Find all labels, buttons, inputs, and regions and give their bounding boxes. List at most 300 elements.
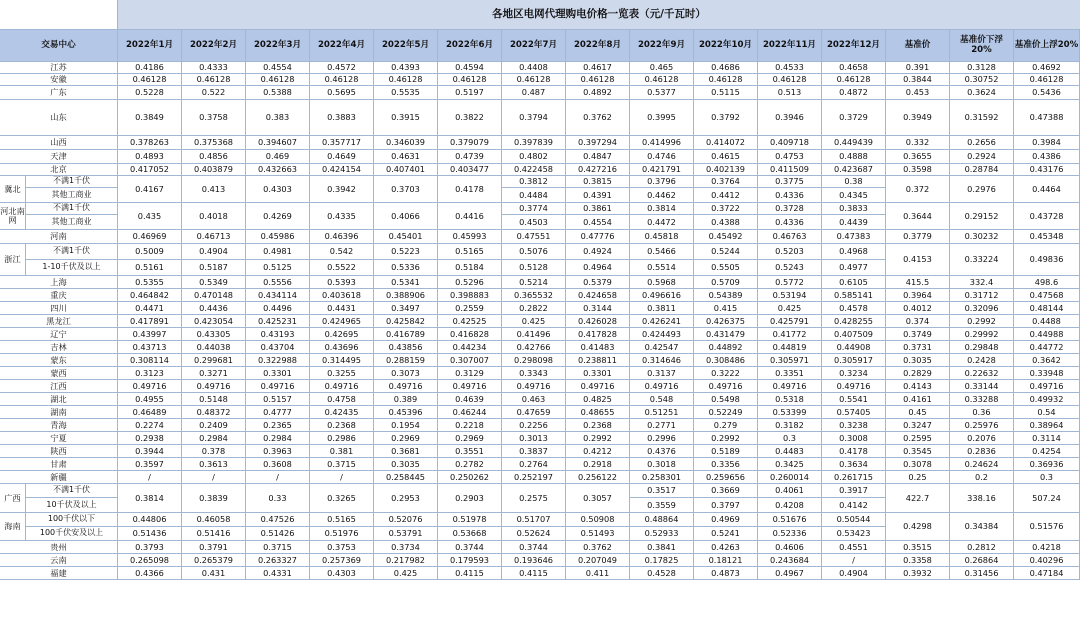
row-month-value: 0.38 (822, 176, 886, 188)
row-region: 河南 (0, 230, 118, 244)
row-month-value: 0.3814 (118, 484, 182, 513)
row-base-price: 0.3655 (886, 150, 950, 164)
row-month-value: 0.4977 (822, 260, 886, 276)
row-down-20: 0.25976 (950, 419, 1014, 432)
row-month-value: 0.3715 (310, 458, 374, 471)
row-month-value: 0.3255 (310, 367, 374, 380)
row-region: 青海 (0, 419, 118, 432)
row-month-value: 0.257369 (310, 554, 374, 567)
row-month-value: 0.5189 (694, 445, 758, 458)
row-base-price: 0.391 (886, 62, 950, 74)
row-month-value: 0.428255 (822, 315, 886, 328)
row-month-value: 0.44806 (118, 513, 182, 527)
row-month-value: 0.45396 (374, 406, 438, 419)
row-region: 辽宁 (0, 328, 118, 341)
row-month-value: 0.4572 (310, 62, 374, 74)
row-month-value: 0.4873 (694, 567, 758, 580)
row-month-value: 0.3551 (438, 445, 502, 458)
row-month-value: 0.434114 (246, 289, 310, 302)
row-month-value: 0.5243 (758, 260, 822, 276)
row-month-value: 0.3812 (502, 176, 566, 188)
subgroup-label: 10千伏及以上 (26, 498, 118, 513)
row-up-20: 0.51576 (1014, 513, 1080, 541)
row-month-value: 0.378263 (118, 136, 182, 150)
row-month-value: 0.425 (758, 302, 822, 315)
row-month-value: 0.5341 (374, 276, 438, 289)
row-down-20: 0.32096 (950, 302, 1014, 315)
row-month-value: 0.4018 (182, 203, 246, 230)
row-month-value: 0.3634 (822, 458, 886, 471)
row-base-price: 0.332 (886, 136, 950, 150)
row-down-20: 0.33288 (950, 393, 1014, 406)
row-month-value: 0.53423 (822, 527, 886, 541)
row-down-20: 0.30752 (950, 74, 1014, 86)
row-month-value: 0.4533 (758, 62, 822, 74)
row-month-value: 0.5115 (694, 86, 758, 100)
row-month-value: 0.42547 (630, 341, 694, 354)
group-region: 浙江 (0, 244, 26, 276)
row-month-value: 0.4904 (182, 244, 246, 260)
row-down-20: 0.31592 (950, 100, 1014, 136)
row-up-20: 0.3114 (1014, 432, 1080, 445)
row-month-value: 0.415 (694, 302, 758, 315)
subgroup-label: 其他工商业 (26, 188, 118, 203)
row-month-value: 0.2992 (694, 432, 758, 445)
row-region: 上海 (0, 276, 118, 289)
row-base-price: 0.3644 (886, 203, 950, 230)
row-region: 江西 (0, 380, 118, 393)
row-region: 重庆 (0, 289, 118, 302)
row-month-value: 0.307007 (438, 354, 502, 367)
row-up-20: 0.44772 (1014, 341, 1080, 354)
row-month-value: 0.3944 (118, 445, 182, 458)
row-month-value: 0.3013 (502, 432, 566, 445)
row-month-value: 0.4888 (822, 150, 886, 164)
row-month-value: 0.4408 (502, 62, 566, 74)
row-month-value: 0.411 (566, 567, 630, 580)
row-month-value: 0.5187 (182, 260, 246, 276)
row-month-value: 0.3234 (822, 367, 886, 380)
row-month-value: 0.4856 (182, 150, 246, 164)
row-month-value: 0.4892 (566, 86, 630, 100)
row-down-20: 0.33224 (950, 244, 1014, 276)
row-month-value: 0.585141 (822, 289, 886, 302)
row-month-value: 0.4345 (822, 188, 886, 203)
row-month-value: 0.4471 (118, 302, 182, 315)
row-month-value: 0.41496 (502, 328, 566, 341)
subgroup-label: 不满1千伏 (26, 203, 118, 215)
row-down-20: 0.31712 (950, 289, 1014, 302)
row-month-value: 0.4968 (822, 244, 886, 260)
row-month-value: 0.414996 (630, 136, 694, 150)
row-month-value: 0.4578 (822, 302, 886, 315)
row-month-value: 0.322988 (246, 354, 310, 367)
row-month-value: 0.5076 (502, 244, 566, 260)
row-month-value: 0.4303 (246, 176, 310, 203)
row-month-value: 0.265098 (118, 554, 182, 567)
row-month-value: 0.46489 (118, 406, 182, 419)
row-region: 江苏 (0, 62, 118, 74)
row-up-20: 0.4692 (1014, 62, 1080, 74)
row-month-value: 0.42695 (310, 328, 374, 341)
row-month-value: 0.49716 (694, 380, 758, 393)
row-month-value: 0.5514 (630, 260, 694, 276)
row-month-value: 0.50544 (822, 513, 886, 527)
row-month-value: 0.308114 (118, 354, 182, 367)
row-up-20: 0.40296 (1014, 554, 1080, 567)
row-month-value: 0.3744 (438, 541, 502, 554)
row-month-value: 0.4904 (822, 567, 886, 580)
row-month-value: 0.417828 (566, 328, 630, 341)
row-up-20: 0.3984 (1014, 136, 1080, 150)
row-region: 蒙东 (0, 354, 118, 367)
row-month-value: 0.51976 (310, 527, 374, 541)
header-month: 2022年6月 (438, 30, 502, 62)
row-month-value: 0.252197 (502, 471, 566, 484)
row-month-value: 0.288159 (374, 354, 438, 367)
row-down-20: 0.36 (950, 406, 1014, 419)
row-region: 天津 (0, 150, 118, 164)
row-base-price: 0.374 (886, 315, 950, 328)
row-month-value: 0.425231 (246, 315, 310, 328)
row-month-value: 0.5161 (118, 260, 182, 276)
row-month-value: 0.5522 (310, 260, 374, 276)
row-base-price: 0.2829 (886, 367, 950, 380)
row-month-value: 0.4412 (694, 188, 758, 203)
row-month-value: 0.3 (758, 432, 822, 445)
row-month-value: 0.3814 (630, 203, 694, 215)
row-month-value: 0.3301 (246, 367, 310, 380)
row-month-value: 0.4606 (758, 541, 822, 554)
row-up-20: 507.24 (1014, 484, 1080, 513)
row-month-value: 0.43704 (246, 341, 310, 354)
row-month-value: 0.260014 (758, 471, 822, 484)
row-base-price: 0.3731 (886, 341, 950, 354)
row-month-value: 0.299681 (182, 354, 246, 367)
header-month: 2022年8月 (566, 30, 630, 62)
row-month-value: 0.2368 (566, 419, 630, 432)
row-month-value: 0.4416 (438, 203, 502, 230)
row-month-value: 0.49716 (566, 380, 630, 393)
row-up-20: 0.38964 (1014, 419, 1080, 432)
row-up-20: 0.47184 (1014, 567, 1080, 580)
row-up-20: 0.5436 (1014, 86, 1080, 100)
row-month-value: 0.3715 (246, 541, 310, 554)
row-month-value: 0.43305 (182, 328, 246, 341)
row-region: 安徽 (0, 74, 118, 86)
row-month-value: 0.4739 (438, 150, 502, 164)
row-month-value: 0.217982 (374, 554, 438, 567)
row-down-20: 0.29848 (950, 341, 1014, 354)
row-month-value: 0.51436 (118, 527, 182, 541)
row-month-value: 0.4335 (310, 203, 374, 230)
row-month-value: 0.346039 (374, 136, 438, 150)
row-month-value: 0.43696 (310, 341, 374, 354)
row-month-value: 0.5379 (566, 276, 630, 289)
row-month-value: 0.3764 (694, 176, 758, 188)
row-month-value: 0.3608 (246, 458, 310, 471)
row-month-value: 0.3796 (630, 176, 694, 188)
row-up-20: 0.4218 (1014, 541, 1080, 554)
row-month-value: 0.44819 (758, 341, 822, 354)
row-month-value: 0.2986 (310, 432, 374, 445)
row-month-value: 0.46244 (438, 406, 502, 419)
row-month-value: 0.279 (694, 419, 758, 432)
row-down-20: 0.2428 (950, 354, 1014, 367)
row-month-value: 0.51426 (246, 527, 310, 541)
row-month-value: 0.46128 (566, 74, 630, 86)
row-month-value: 0.513 (758, 86, 822, 100)
row-month-value: 0.46128 (822, 74, 886, 86)
row-up-20: 0.45348 (1014, 230, 1080, 244)
row-month-value: 0.4594 (438, 62, 502, 74)
row-month-value: 0.3425 (758, 458, 822, 471)
row-month-value: 0.3793 (118, 541, 182, 554)
row-down-20: 0.28784 (950, 164, 1014, 176)
header-month: 2022年1月 (118, 30, 182, 62)
header-month: 2022年3月 (246, 30, 310, 62)
row-base-price: 0.3964 (886, 289, 950, 302)
row-up-20: 0.4254 (1014, 445, 1080, 458)
row-month-value: 0.2903 (438, 484, 502, 513)
row-month-value: 0.43713 (118, 341, 182, 354)
row-month-value: 0.2559 (438, 302, 502, 315)
row-region: 黑龙江 (0, 315, 118, 328)
row-month-value: 0.6105 (822, 276, 886, 289)
row-month-value: 0.403618 (310, 289, 374, 302)
row-month-value: 0.496616 (630, 289, 694, 302)
row-month-value: 0.397839 (502, 136, 566, 150)
row-month-value: 0.3762 (566, 541, 630, 554)
row-month-value: 0.263327 (246, 554, 310, 567)
row-down-20: 0.29992 (950, 328, 1014, 341)
row-month-value: 0.3883 (310, 100, 374, 136)
row-month-value: 0.2918 (566, 458, 630, 471)
row-region: 湖北 (0, 393, 118, 406)
row-region: 山西 (0, 136, 118, 150)
row-month-value: 0.4115 (502, 567, 566, 580)
row-month-value: 0.2218 (438, 419, 502, 432)
row-month-value: 0.357717 (310, 136, 374, 150)
row-month-value: 0.53194 (758, 289, 822, 302)
row-month-value: 0.5165 (310, 513, 374, 527)
row-month-value: 0.4336 (758, 188, 822, 203)
header-month: 2022年2月 (182, 30, 246, 62)
row-month-value: 0.465 (630, 62, 694, 74)
row-month-value: 0.44038 (182, 341, 246, 354)
row-month-value: 0.46128 (630, 74, 694, 86)
row-up-20: 0.4386 (1014, 150, 1080, 164)
row-month-value: 0.3792 (694, 100, 758, 136)
row-month-value: 0.261715 (822, 471, 886, 484)
row-up-20: 0.3 (1014, 471, 1080, 484)
header-month: 2022年10月 (694, 30, 758, 62)
row-month-value: 0.4496 (246, 302, 310, 315)
row-month-value: 0.258445 (374, 471, 438, 484)
row-month-value: 0.5165 (438, 244, 502, 260)
row-month-value: 0.3942 (310, 176, 374, 203)
row-up-20: 0.47388 (1014, 100, 1080, 136)
row-month-value: 0.394607 (246, 136, 310, 150)
row-month-value: 0.4366 (118, 567, 182, 580)
row-month-value: 0.48655 (566, 406, 630, 419)
row-month-value: 0.4186 (118, 62, 182, 74)
row-month-value: 0.424493 (630, 328, 694, 341)
row-month-value: 0.431 (182, 567, 246, 580)
row-month-value: 0.413 (182, 176, 246, 203)
row-month-value: 0.378 (182, 445, 246, 458)
row-month-value: 0.4924 (566, 244, 630, 260)
row-month-value: 0.4142 (822, 498, 886, 513)
row-month-value: 0.5388 (246, 86, 310, 100)
row-month-value: 0.487 (502, 86, 566, 100)
row-month-value: 0.3222 (694, 367, 758, 380)
row-region: 吉林 (0, 341, 118, 354)
row-month-value: 0.49716 (310, 380, 374, 393)
row-month-value: 0.4825 (566, 393, 630, 406)
row-month-value: 0.4639 (438, 393, 502, 406)
row-month-value: 0.49716 (246, 380, 310, 393)
row-month-value: 0.4847 (566, 150, 630, 164)
row-month-value: 0.3703 (374, 176, 438, 203)
row-month-value: 0.4439 (822, 215, 886, 230)
row-month-value: 0.4303 (310, 567, 374, 580)
row-month-value: 0.258301 (630, 471, 694, 484)
row-month-value: 0.403879 (182, 164, 246, 176)
row-month-value: 0.3681 (374, 445, 438, 458)
row-month-value: 0.548 (630, 393, 694, 406)
row-down-20: 0.24624 (950, 458, 1014, 471)
row-month-value: 0.3517 (630, 484, 694, 498)
row-base-price: 0.4143 (886, 380, 950, 393)
row-month-value: 0.4115 (438, 567, 502, 580)
row-month-value: 0.46128 (694, 74, 758, 86)
row-up-20: 498.6 (1014, 276, 1080, 289)
row-region: 新疆 (0, 471, 118, 484)
row-region: 云南 (0, 554, 118, 567)
row-month-value: 0.53399 (758, 406, 822, 419)
row-month-value: 0.2782 (438, 458, 502, 471)
row-month-value: 0.3861 (566, 203, 630, 215)
row-month-value: 0.51416 (182, 527, 246, 541)
row-down-20: 0.2992 (950, 315, 1014, 328)
row-month-value: 0.424154 (310, 164, 374, 176)
row-month-value: 0.308486 (694, 354, 758, 367)
header-month: 2022年11月 (758, 30, 822, 62)
row-month-value: 0.4066 (374, 203, 438, 230)
row-month-value: 0.414072 (694, 136, 758, 150)
row-month-value: 0.47526 (246, 513, 310, 527)
row-down-20: 0.2836 (950, 445, 1014, 458)
row-month-value: 0.3758 (182, 100, 246, 136)
row-month-value: 0.3497 (374, 302, 438, 315)
row-month-value: 0.4393 (374, 62, 438, 74)
subgroup-label: 其他工商业 (26, 215, 118, 230)
row-month-value: 0.3734 (374, 541, 438, 554)
row-month-value: 0.426028 (566, 315, 630, 328)
row-month-value: 0.2368 (310, 419, 374, 432)
row-base-price: 0.3932 (886, 567, 950, 580)
row-month-value: 0.2365 (246, 419, 310, 432)
row-month-value: 0.3559 (630, 498, 694, 513)
row-month-value: 0.2953 (374, 484, 438, 513)
row-month-value: 0.2822 (502, 302, 566, 315)
row-down-20: 332.4 (950, 276, 1014, 289)
row-month-value: 0.46396 (310, 230, 374, 244)
row-month-value: 0.4955 (118, 393, 182, 406)
header-month: 2022年7月 (502, 30, 566, 62)
row-month-value: 0.50908 (566, 513, 630, 527)
row-month-value: 0.432663 (246, 164, 310, 176)
row-month-value: 0.3811 (630, 302, 694, 315)
row-month-value: 0.4178 (822, 445, 886, 458)
row-month-value: 0.314646 (630, 354, 694, 367)
row-month-value: 0.47383 (822, 230, 886, 244)
row-month-value: 0.4212 (566, 445, 630, 458)
row-up-20: 0.48144 (1014, 302, 1080, 315)
row-base-price: 0.3779 (886, 230, 950, 244)
table-title: 各地区电网代理购电价格一览表（元/千瓦时） (118, 0, 1080, 30)
row-month-value: 0.3301 (566, 367, 630, 380)
row-month-value: 0.409718 (758, 136, 822, 150)
row-month-value: 0.3753 (310, 541, 374, 554)
row-up-20: 0.43728 (1014, 203, 1080, 230)
row-month-value: 0.422458 (502, 164, 566, 176)
row-month-value: 0.49716 (374, 380, 438, 393)
row-month-value: 0.416789 (374, 328, 438, 341)
row-month-value: 0.3744 (502, 541, 566, 554)
row-month-value: 0.314495 (310, 354, 374, 367)
row-region: 陕西 (0, 445, 118, 458)
row-month-value: 0.4981 (246, 244, 310, 260)
row-down-20: 0.2076 (950, 432, 1014, 445)
row-month-value: 0.5695 (310, 86, 374, 100)
row-month-value: 0.431479 (694, 328, 758, 341)
row-month-value: 0.2969 (438, 432, 502, 445)
row-month-value: 0.427216 (566, 164, 630, 176)
row-month-value: 0.52076 (374, 513, 438, 527)
row-base-price: 0.4153 (886, 244, 950, 276)
row-down-20: 0.30232 (950, 230, 1014, 244)
row-month-value: 0.3238 (822, 419, 886, 432)
row-down-20: 338.16 (950, 484, 1014, 513)
row-base-price: 0.372 (886, 176, 950, 203)
row-month-value: 0.47659 (502, 406, 566, 419)
row-month-value: 0.4554 (566, 215, 630, 230)
row-up-20: 0.49836 (1014, 244, 1080, 276)
row-month-value: 0.5203 (758, 244, 822, 260)
row-month-value: 0.42435 (310, 406, 374, 419)
row-month-value: 0.4336 (758, 215, 822, 230)
row-month-value: / (182, 471, 246, 484)
row-month-value: 0.402139 (694, 164, 758, 176)
row-month-value: 0.4969 (694, 513, 758, 527)
row-month-value: 0.397294 (566, 136, 630, 150)
row-month-value: 0.435 (118, 203, 182, 230)
row-month-value: 0.52933 (630, 527, 694, 541)
row-base-price: 0.3247 (886, 419, 950, 432)
row-month-value: 0.52336 (758, 527, 822, 541)
row-month-value: 0.407401 (374, 164, 438, 176)
row-month-value: 0.522 (182, 86, 246, 100)
row-month-value: 0.250262 (438, 471, 502, 484)
row-month-value: 0.5157 (246, 393, 310, 406)
row-month-value: 0.423054 (182, 315, 246, 328)
row-month-value: 0.4658 (822, 62, 886, 74)
row-base-price: 0.2595 (886, 432, 950, 445)
row-up-20: 0.46128 (1014, 74, 1080, 86)
row-month-value: 0.4376 (630, 445, 694, 458)
